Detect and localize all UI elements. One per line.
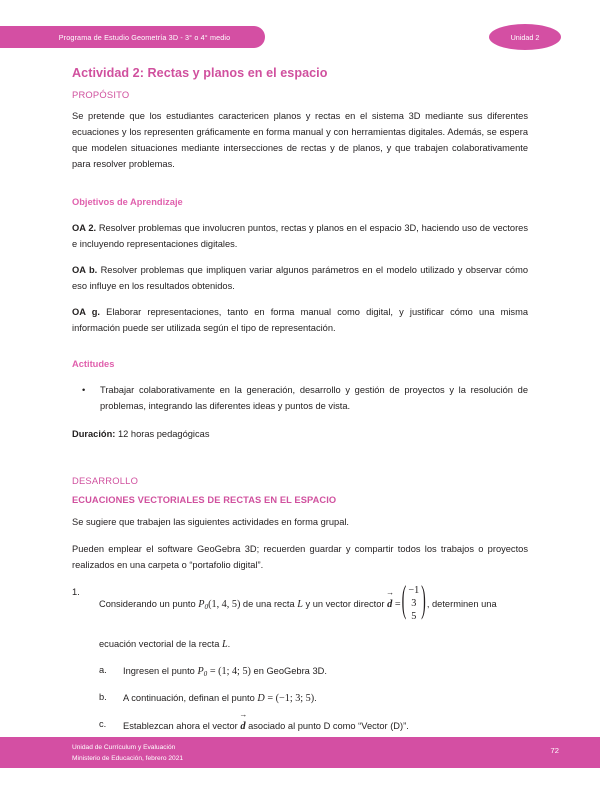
objetivo-text: Elaborar representaciones, tanto en forma manual como digital, y justificar cómo una misma información puede ser utilizada según el tipo de representación.	[72, 306, 528, 333]
footer-institution	[72, 743, 183, 764]
proposito-paragraph: Se pretende que los estudiantes caractericen planos y rectas en el sistema 3D mediante sus diferentes ecuaciones y los representen gráficamente en forma manual y con herramientas digitales. Además, se espera que modelen situaciones mediante intersecciones de rectas y de planos, y que trabajen colaborativamente para resolver problemas.	[72, 111, 528, 169]
subitem-a-math: P	[197, 666, 204, 678]
item1-text-b: de una recta	[240, 598, 298, 609]
paren-left: (	[401, 581, 407, 623]
page-footer	[0, 737, 600, 768]
list-item	[99, 690, 528, 708]
vector-value: 3	[411, 597, 417, 609]
list-item-marker: a.	[99, 665, 107, 676]
actitud-text: Trabajar colaborativamente en la generación, desarrollo y gestión de proyectos y la resolución de problemas, integrando las diferentes ideas y puntos de vista.	[100, 384, 528, 411]
vector-d-symbol	[386, 587, 395, 614]
subitem-c-pre: Establezcan ahora el vector	[123, 720, 241, 731]
subitem-a-equation: = (1; 4; 5)	[207, 666, 251, 678]
bullet-icon: •	[82, 384, 86, 395]
item1-text-a: Considerando un punto	[99, 598, 199, 609]
objetivo-text: Resolver problemas que involucren puntos, rectas y planos en el espacio 3D, haciendo uso de vectores e incluyendo representaciones digitales.	[72, 222, 528, 249]
section-heading-desarrollo: DESARROLLO	[72, 474, 139, 486]
objetivo-text: Resolver problemas que impliquen variar algunos parámetros en el modelo utilizado y observar cómo eso influye en los resultados obtenidos.	[72, 264, 529, 291]
item1-line-label: L	[297, 598, 303, 610]
list-item-marker: c.	[99, 718, 107, 729]
subitem-a-post: en GeoGebra 3D.	[250, 666, 327, 677]
numbered-list	[72, 581, 528, 654]
list-item-body	[123, 690, 528, 708]
list-item-body	[99, 581, 528, 624]
subitem-b-equation: = (−1; 3; 5)	[264, 692, 315, 704]
subitem-a-subscript: 0	[203, 670, 208, 679]
column-vector-values	[406, 584, 421, 623]
item1-line2-end: .	[227, 638, 231, 649]
section-heading-ecuaciones: ECUACIONES VECTORIALES DE RECTAS EN EL ESPACIO	[72, 494, 337, 505]
page-content	[72, 66, 528, 744]
list-item-marker: b.	[99, 691, 107, 702]
subitem-b-post: .	[314, 692, 317, 703]
vector-d-symbol	[239, 709, 248, 736]
objetivos-block	[72, 197, 528, 337]
unit-badge	[489, 24, 561, 50]
subitem-c-post: asociado al punto D como “Vector (D)”.	[245, 720, 409, 731]
item1-equals: =	[394, 598, 401, 610]
subitem-b-math: D	[257, 692, 265, 704]
vector-arrow-icon: →	[386, 587, 395, 597]
vector-value: 5	[411, 610, 417, 622]
page-title: Actividad 2: Rectas y planos en el espacio	[72, 66, 328, 80]
sugerencia-paragraph: Se sugiere que trabajen las siguientes actividades en forma grupal.	[72, 516, 350, 527]
page-number: 72	[550, 746, 559, 755]
header-program-banner	[0, 26, 265, 48]
footer-line-2: Ministerio de Educación, febrero 2021	[72, 754, 184, 762]
objetivo-item	[72, 263, 528, 295]
desarrollo-block	[72, 475, 528, 736]
objetivo-item	[72, 221, 528, 253]
list-item	[72, 383, 528, 415]
list-item	[99, 709, 528, 736]
geogebra-paragraph: Pueden emplear el software GeoGebra 3D; recuerden guardar y compartir todos los trabajos o proyectos realizados en una carpeta o “portafolio digital”.	[72, 543, 528, 570]
subitem-b-pre: A continuación, definan el punto	[123, 692, 258, 703]
item1-line2-math: L	[222, 638, 228, 650]
duracion-row	[72, 427, 528, 443]
item1-point-coords: (1, 4, 5)	[208, 598, 241, 610]
list-item-continuation	[72, 624, 528, 654]
paren-right: )	[421, 581, 426, 623]
alpha-list	[72, 663, 528, 735]
list-item-body	[123, 709, 528, 736]
objetivo-code: OA b.	[72, 264, 98, 275]
list-item-body-line2	[99, 636, 528, 654]
item1-text-d: , determinen una	[426, 598, 497, 609]
list-item	[72, 581, 528, 624]
list-item-body	[123, 663, 528, 681]
duracion-label: Duración:	[72, 428, 116, 439]
list-item-marker: 1.	[72, 586, 80, 597]
objetivo-item	[72, 305, 528, 337]
subitem-a-pre: Ingresen el punto	[123, 666, 198, 677]
item1-text-c: y un vector director	[302, 598, 388, 609]
section-heading-proposito: PROPÓSITO	[72, 89, 130, 100]
item1-line2-text: ecuación vectorial de la recta	[99, 638, 222, 649]
duracion-value: 12 horas pedagógicas	[115, 428, 210, 439]
vector-arrow-icon: →	[239, 709, 248, 719]
item1-point-subscript: 0	[204, 602, 209, 611]
actitudes-heading: Actitudes	[72, 358, 115, 369]
subitem-c-math: d	[240, 720, 246, 732]
actitudes-block	[72, 359, 528, 443]
column-vector	[401, 581, 426, 623]
list-item	[99, 663, 528, 681]
objetivos-heading: Objetivos de Aprendizaje	[72, 196, 183, 207]
item1-point-label: P	[198, 598, 205, 610]
objetivo-code: OA g.	[72, 306, 100, 317]
vector-value: −1	[408, 584, 420, 596]
footer-line-1: Unidad de Currículum y Evaluación	[72, 744, 176, 751]
vector-d-letter: d	[387, 598, 393, 610]
page-header	[0, 0, 600, 60]
unit-badge-label: Unidad 2	[510, 32, 540, 42]
header-program-banner-text: Programa de Estudio Geometría 3D - 3° o 4° medio	[58, 32, 231, 42]
objetivo-code: OA 2.	[72, 222, 97, 233]
